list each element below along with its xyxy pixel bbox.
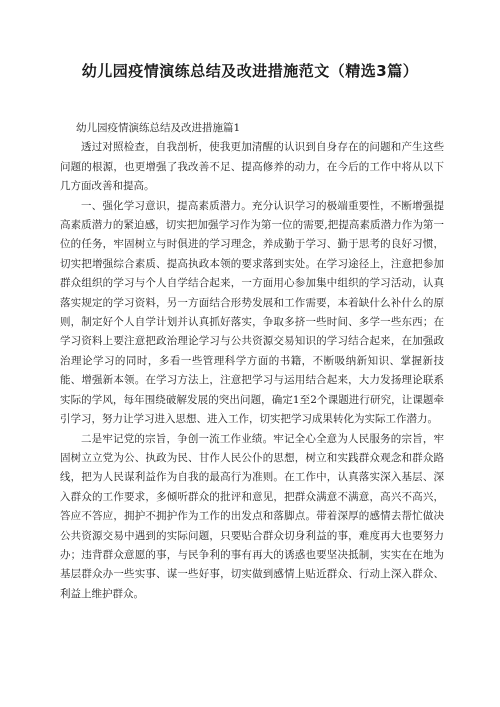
paragraph-party-purpose: 二是牢记党的宗旨，争创一流工作业绩。牢记全心全意为人民服务的宗旨，牢固树立立党为公、执政为民、甘作人民公仆的思想，树立和实践群众观念和群众路线，把为人民谋利益作为自我的最高行为准则。在工作中，认真落实深入基层、深入群众的工作要求，多倾听群众的批评和意见，把群众满意不满意，高兴不高兴，答应不答应，拥护不拥护作为工作的出发点和落脚点。带着深厚的感情去帮忙做决公共资源交易中遇到的实际问题，只要贴合群众切身利益的事，难度再大也要努力办；违背群众意愿的事，与民争利的事有再大的诱惑也要坚决抵制，实实在在地为基层群众办一些实事、谋一些好事，切实做到感情上贴近群众、行动上深入群众、利益上维护群众。 — [60, 432, 444, 600]
document-title: 幼儿园疫情演练总结及改进措施范文（精选3篇） — [81, 62, 419, 80]
paragraph-study-awareness: 一、强化学习意识，提高素质潜力。充分认识学习的极端重要性，不断增强提高素质潜力的紧迫感，切实把加强学习作为第一位的需要,把提高素质潜力作为第一位的任务，牢固树立与时俱进的学习理念，养成勤于学习、勤于思考的良好习惯，切实把增强综合素质、提高执政本领的要求落到实处。在学习途径上，注意把参加群众组织的学习与个人自学结合起来，一方面用心参加集中组织的学习活动，认真落实规定的学习资料，另一方面结合形势发展和工作需要，本着缺什么补什么的原则，制定好个人自学计划并认真抓好落实，争取多挤一些时间、多学一些东西；在学习资料上要注意把政治理论学习与公共资源交易知识的学习结合起来，在加强政治理论学习的同时，多看一些管理科学方面的书籍，不断吸纳新知识、掌握新技能、增强新本领。在学习方法上，注意把学习与运用结合起来，大力发扬理论联系实际的学风，每年围绕破解发展的突出问题，确定1至2个课题进行研究，让课题牵引学习，努力让学习进入思想、进入工作，切实把学习成果转化为实际工作潜力。 — [60, 199, 444, 426]
section-heading: 幼儿园疫情演练总结及改进措施篇1 — [76, 122, 241, 134]
paragraph-intro: 透过对照检查，自我剖析，使我更加清醒的认识到自身存在的问题和产生这些问题的根源，也更增强了我改善不足、提高修养的动力，在今后的工作中将从以下几方面改善和提高。 — [60, 141, 444, 193]
document-body — [60, 119, 444, 604]
